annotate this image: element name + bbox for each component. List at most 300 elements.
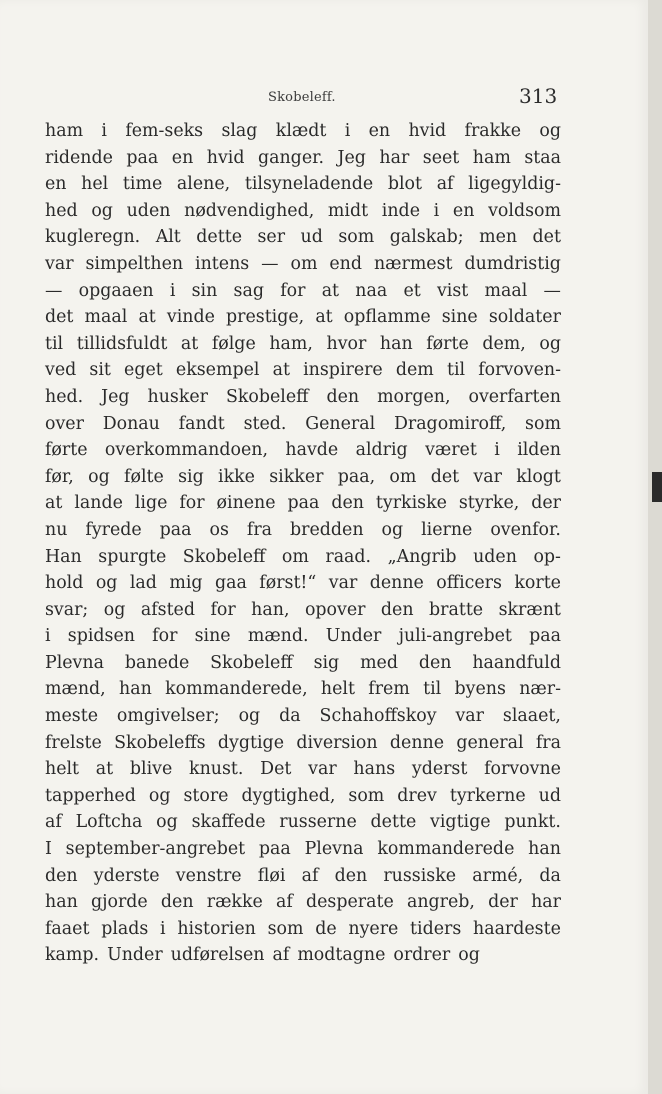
word: klogt: [516, 466, 561, 487]
word: for: [179, 493, 205, 514]
word: ganger.: [257, 147, 325, 168]
word: inde: [381, 200, 420, 221]
word: afsted: [140, 599, 195, 620]
word: gjorde: [90, 892, 148, 913]
word: alene,: [176, 174, 231, 195]
word: i: [45, 626, 51, 647]
word: dygtighed,: [241, 785, 336, 806]
text-line: [45, 437, 561, 464]
word: at: [315, 307, 333, 328]
word: af: [301, 865, 319, 886]
word: hold: [45, 573, 84, 594]
word: diversion: [296, 732, 378, 753]
word: soldater: [488, 307, 561, 328]
word: op-: [533, 546, 561, 567]
word: ser: [257, 227, 286, 248]
word: dette: [370, 812, 417, 833]
word: historien: [177, 918, 256, 939]
text-line: [45, 730, 561, 757]
word: ham: [472, 147, 511, 168]
word: Skobeleff: [210, 652, 293, 673]
word: følge: [211, 333, 256, 354]
word: sted.: [243, 413, 287, 434]
word: i: [494, 440, 500, 461]
word: nødvendighed,: [184, 200, 315, 221]
word: en: [171, 147, 194, 168]
word: for: [280, 280, 306, 301]
word: hel: [81, 174, 109, 195]
word: faaet: [45, 918, 90, 939]
word: korte: [514, 573, 561, 594]
word: tillidsfuldt: [76, 333, 168, 354]
word: maal: [484, 280, 528, 301]
word: til: [45, 333, 64, 354]
word: fra: [246, 519, 273, 540]
text-line: [45, 544, 561, 571]
word: kamp.: [45, 945, 100, 966]
word: sine: [194, 626, 231, 647]
text-line: [45, 278, 561, 305]
word: frelste: [45, 732, 102, 753]
text-line: [45, 570, 561, 597]
word: skaffede: [191, 812, 266, 833]
word: den: [45, 865, 78, 886]
word: førte: [45, 440, 88, 461]
word: hvid: [408, 121, 447, 141]
word: dumdristig: [464, 253, 561, 274]
word: skrænt: [498, 599, 561, 620]
word: at: [180, 333, 199, 354]
text-line: [45, 198, 561, 225]
word: paa: [126, 147, 159, 168]
text-line: [45, 597, 561, 624]
word: i: [169, 280, 176, 301]
word: som: [348, 785, 385, 806]
word: og: [91, 200, 113, 221]
word: officers: [436, 573, 502, 594]
word: det: [45, 307, 74, 328]
word: klædt: [275, 121, 327, 141]
text-line: [45, 411, 561, 438]
text-line: [45, 464, 561, 491]
word: om: [290, 253, 318, 274]
word: paa: [258, 839, 291, 860]
word: juli-angrebet: [398, 626, 512, 647]
word: Schahoffskoy: [319, 706, 437, 727]
word: og: [88, 466, 110, 487]
word: fem-seks: [125, 121, 204, 141]
word: følte: [124, 466, 164, 487]
word: ilden: [517, 440, 561, 461]
text-line: [45, 224, 561, 251]
word: har: [379, 147, 410, 168]
word: over: [45, 413, 84, 434]
word: paa: [287, 493, 320, 514]
word: Plevna: [45, 652, 104, 673]
word: Han: [45, 546, 82, 567]
word: naa: [355, 280, 388, 301]
word: mig: [169, 573, 203, 594]
word: Plevna: [304, 839, 364, 860]
text-line: [45, 836, 561, 863]
word: og: [95, 573, 118, 594]
word: uden: [126, 200, 171, 221]
word: staa: [524, 147, 561, 168]
word: sine: [441, 307, 478, 328]
word: vist: [436, 280, 469, 301]
text-line: [45, 756, 561, 783]
word: række: [206, 892, 263, 913]
word: paa: [529, 626, 561, 647]
word: helt: [45, 759, 80, 780]
word: om: [389, 466, 417, 487]
word: først!“: [259, 573, 317, 594]
word: —: [543, 280, 561, 301]
word: førte: [426, 333, 469, 354]
text-line: [45, 171, 561, 198]
word: i: [433, 200, 440, 221]
word: Under: [107, 945, 163, 966]
word: ham,: [269, 333, 313, 354]
word: desperate: [306, 892, 394, 913]
word: prestige,: [226, 307, 305, 328]
word: sig: [313, 652, 340, 673]
word: sin: [191, 280, 218, 301]
word: os: [209, 519, 229, 540]
word: den: [160, 892, 194, 913]
word: i: [344, 121, 351, 141]
word: han: [528, 839, 561, 860]
word: nær-: [519, 679, 561, 700]
word: lierne: [421, 519, 473, 540]
text-line: [45, 889, 561, 916]
word: og: [539, 121, 561, 141]
word: paa,: [337, 466, 376, 487]
text-line: [45, 331, 561, 358]
word: nyere: [348, 918, 399, 939]
word: eget: [124, 360, 163, 381]
word: raad.: [325, 546, 372, 567]
word: kommanderede: [377, 839, 515, 860]
word: ovenfor.: [490, 519, 561, 540]
word: seet: [422, 147, 460, 168]
word: dem: [395, 360, 434, 381]
word: haardeste: [473, 918, 561, 939]
word: modtagne: [297, 945, 386, 966]
word: helt: [320, 679, 355, 700]
word: „Angrib: [387, 546, 457, 567]
text-line: [45, 703, 561, 730]
page-header: [0, 78, 662, 108]
word: nu: [45, 519, 68, 540]
word: sag: [233, 280, 264, 301]
word: været: [425, 440, 477, 461]
word: drev: [397, 785, 437, 806]
word: denne: [369, 573, 424, 594]
word: overkommandoen,: [104, 440, 268, 461]
word: hvor: [326, 333, 367, 354]
word: en: [368, 121, 391, 141]
word: fra: [535, 732, 561, 753]
word: lande: [74, 493, 123, 514]
word: kugleregn.: [45, 227, 141, 248]
word: I: [45, 839, 52, 860]
word: armé,: [472, 865, 524, 886]
word: der: [488, 892, 518, 913]
word: var: [473, 466, 502, 487]
page-number: 313: [519, 84, 558, 108]
word: Skobeleff: [182, 546, 266, 567]
word: af: [45, 812, 62, 833]
word: at: [321, 280, 340, 301]
word: maal: [84, 307, 128, 328]
word: dygtige: [217, 732, 284, 753]
word: var: [455, 706, 484, 727]
word: ham: [45, 121, 84, 141]
text-line: [45, 916, 561, 943]
word: af: [275, 892, 293, 913]
word: gaa: [214, 573, 247, 594]
word: forvoven-: [478, 360, 561, 381]
word: og: [458, 945, 480, 966]
text-line: [45, 676, 561, 703]
word: time: [122, 174, 163, 195]
word: i: [160, 918, 166, 939]
text-line: [45, 863, 561, 890]
word: ikke: [218, 466, 255, 487]
word: men: [479, 227, 518, 248]
word: Under: [325, 626, 382, 647]
word: yderste: [93, 865, 160, 886]
word: hvid: [206, 147, 245, 168]
word: slag: [221, 121, 258, 141]
word: ordrer: [393, 945, 451, 966]
page-edge: [648, 0, 662, 1094]
text-line: [45, 490, 561, 517]
body-text: [45, 118, 561, 969]
word: Alt: [155, 227, 181, 248]
word: frakke: [464, 121, 522, 141]
word: paa: [159, 519, 192, 540]
word: der: [531, 493, 561, 514]
word: inspirere: [303, 360, 383, 381]
word: ligegyldig-: [468, 174, 561, 195]
word: den: [326, 386, 360, 407]
word: den: [334, 865, 368, 886]
word: det: [430, 466, 460, 487]
word: at: [95, 759, 114, 780]
word: General: [305, 413, 376, 434]
word: i: [101, 121, 107, 141]
word: og: [381, 519, 404, 540]
word: styrke,: [458, 493, 520, 514]
word: som: [267, 918, 304, 939]
word: Jeg: [101, 386, 130, 407]
word: han: [379, 333, 413, 354]
word: da: [279, 706, 301, 727]
word: voldsom: [488, 200, 561, 221]
word: Skobeleffs: [114, 732, 206, 753]
word: de: [315, 918, 337, 939]
word: kommanderede,: [165, 679, 308, 700]
word: sig: [178, 466, 204, 487]
word: forvovne: [484, 759, 561, 780]
word: denne: [389, 732, 445, 753]
word: til: [423, 679, 442, 700]
word: han,: [251, 599, 290, 620]
text-line: [45, 942, 561, 969]
word: at: [272, 360, 290, 381]
word: opflamme: [343, 307, 431, 328]
word: tyrkerne: [449, 785, 526, 806]
text-line: [45, 251, 561, 278]
word: byens: [454, 679, 506, 700]
word: den: [418, 652, 452, 673]
word: intens: [195, 253, 250, 274]
text-line: [45, 384, 561, 411]
word: omgivelser;: [116, 706, 220, 727]
word: har: [531, 892, 561, 913]
word: han: [45, 892, 78, 913]
word: og: [148, 785, 171, 806]
word: som: [525, 413, 561, 434]
word: om: [281, 546, 309, 567]
word: blot: [387, 174, 423, 195]
word: meste: [45, 706, 98, 727]
word: af: [272, 945, 290, 966]
text-line: [45, 783, 561, 810]
word: plads: [101, 918, 149, 939]
word: for: [210, 599, 236, 620]
word: opover: [304, 599, 366, 620]
word: —: [261, 253, 279, 274]
word: eksempel: [175, 360, 260, 381]
word: han: [119, 679, 152, 700]
word: vigtige: [430, 812, 491, 833]
page-edge-mark: [652, 472, 662, 502]
word: fløi: [257, 865, 286, 886]
word: ud: [538, 785, 561, 806]
word: simpelthen: [85, 253, 184, 274]
word: til: [446, 360, 466, 381]
word: banede: [124, 652, 190, 673]
word: punkt.: [504, 812, 561, 833]
word: knust.: [189, 759, 244, 780]
word: en: [452, 200, 475, 221]
word: og: [539, 333, 561, 354]
word: hans: [353, 759, 396, 780]
word: mænd.: [247, 626, 309, 647]
word: bredden: [290, 519, 364, 540]
word: tyrkiske: [375, 493, 447, 514]
word: Dragomiroff,: [393, 413, 507, 434]
word: Det: [260, 759, 292, 780]
word: før,: [45, 466, 74, 487]
word: sikker: [269, 466, 324, 487]
word: hed: [45, 200, 78, 221]
word: havde: [285, 440, 339, 461]
word: galskab;: [389, 227, 464, 248]
word: russiske: [383, 865, 457, 886]
word: store: [183, 785, 229, 806]
word: tilsyneladende: [244, 174, 374, 195]
word: med: [360, 652, 398, 673]
word: den: [380, 599, 414, 620]
word: venstre: [175, 865, 242, 886]
word: aldrig: [355, 440, 408, 461]
text-line: [45, 145, 561, 172]
text-line: [45, 118, 561, 145]
word: Loftcha: [75, 812, 143, 833]
word: den: [331, 493, 364, 514]
word: yderst: [411, 759, 468, 780]
text-line: [45, 357, 561, 384]
text-line: [45, 517, 561, 544]
word: uden: [473, 546, 517, 567]
word: bratte: [429, 599, 484, 620]
word: dem,: [482, 333, 526, 354]
word: en: [45, 174, 67, 195]
word: da: [539, 865, 561, 886]
word: at: [138, 307, 156, 328]
word: som: [338, 227, 375, 248]
word: fyrede: [85, 519, 142, 540]
word: øinene: [216, 493, 276, 514]
word: Donau: [102, 413, 160, 434]
word: vinde: [166, 307, 215, 328]
word: og: [238, 706, 261, 727]
word: tiders: [410, 918, 462, 939]
word: lad: [129, 573, 157, 594]
text-line: [45, 304, 561, 331]
word: blive: [129, 759, 173, 780]
word: russerne: [279, 812, 357, 833]
word: september-angrebet: [65, 839, 246, 860]
word: det: [532, 227, 561, 248]
word: sit: [89, 360, 111, 381]
word: angreb,: [406, 892, 475, 913]
word: tapperhed: [45, 785, 136, 806]
word: var: [308, 759, 337, 780]
word: end: [329, 253, 363, 274]
word: var: [328, 573, 358, 594]
word: ved: [45, 360, 77, 381]
word: nærmest: [373, 253, 453, 274]
word: et: [403, 280, 421, 301]
word: —: [45, 280, 63, 301]
text-line: [45, 623, 561, 650]
word: husker: [147, 386, 208, 407]
word: fandt: [178, 413, 225, 434]
word: frem: [368, 679, 410, 700]
word: at: [45, 493, 63, 514]
word: udførelsen: [170, 945, 265, 966]
word: Jeg: [337, 147, 366, 168]
word: slaaet,: [502, 706, 561, 727]
word: morgen,: [377, 386, 451, 407]
word: svar;: [45, 599, 89, 620]
word: haandfuld: [472, 652, 561, 673]
word: ridende: [45, 147, 113, 168]
word: var: [45, 253, 74, 274]
text-line: [45, 650, 561, 677]
word: ud: [300, 227, 323, 248]
word: og: [103, 599, 126, 620]
word: for: [152, 626, 178, 647]
word: midt: [327, 200, 369, 221]
word: Skobeleff: [225, 386, 309, 407]
word: overfarten: [468, 386, 561, 407]
